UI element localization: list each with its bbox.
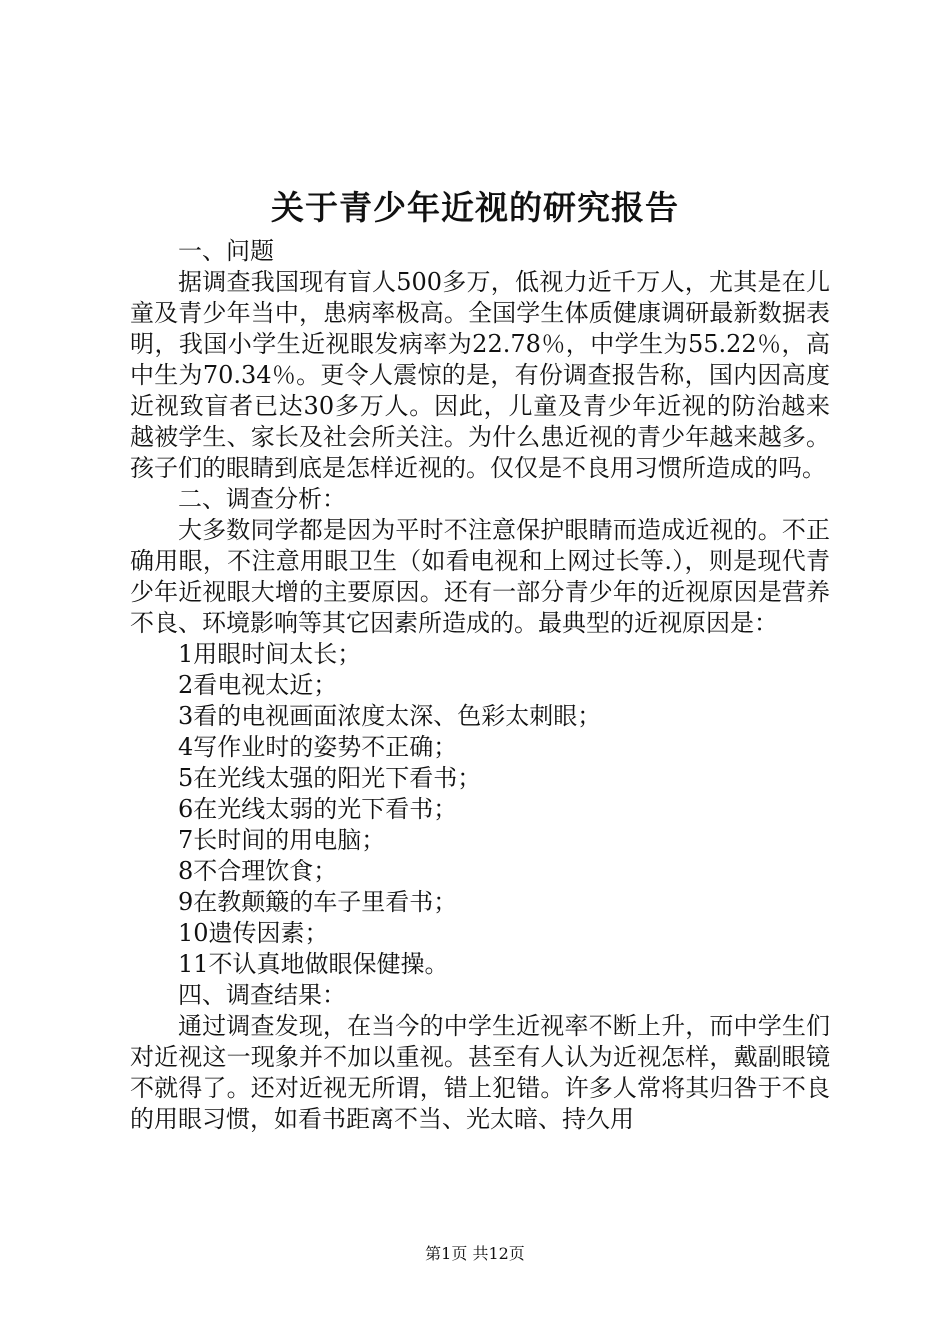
cause-item: 4写作业时的姿势不正确； — [178, 733, 458, 761]
cause-item: 6在光线太弱的光下看书； — [178, 795, 458, 823]
cause-item: 8不合理饮食； — [178, 857, 338, 885]
cause-item: 1用眼时间太长； — [178, 640, 362, 668]
document-title: 关于青少年近视的研究报告 — [271, 188, 679, 227]
cause-item: 5在光线太强的阳光下看书； — [178, 764, 482, 792]
paragraph-problem: 据调查我国现有盲人500多万，低视力近千万人，尤其是在儿童及青少年当中，患病率极高。全国学生体质健康调研最新数据表明，我国小学生近视眼发病率为22.78％，中学生为55.22％，高中生为70.34％。更令人震惊的是，有份调查报告称，国内因高度近视致盲者已达30多万人。因此，儿童及青少年近视的防治越来越被学生、家长及社会所关注。为什么患近视的青少年越来越多。孩子们的眼睛到底是怎样近视的。仅仅是不良用习惯所造成的吗。 — [130, 268, 830, 482]
paragraph-results: 通过调查发现，在当今的中学生近视率不断上升，而中学生们对近视这一现象并不加以重视。甚至有人认为近视怎样，戴副眼镜不就得了。还对近视无所谓，错上犯错。许多人常将其归咎于不良的用眼习惯，如看书距离不当、光太暗、持久用 — [130, 1012, 830, 1133]
section-heading-results: 四、调查结果： — [178, 981, 346, 1009]
section-heading-analysis: 二、调查分析： — [178, 485, 346, 513]
cause-item: 3看的电视画面浓度太深、色彩太刺眼； — [178, 702, 602, 730]
cause-item: 7长时间的用电脑； — [178, 826, 386, 854]
cause-item: 11不认真地做眼保健操。 — [178, 950, 449, 978]
document-body — [130, 236, 830, 1135]
cause-item: 9在教颠簸的车子里看书； — [178, 888, 458, 916]
paragraph-analysis: 大多数同学都是因为平时不注意保护眼睛而造成近视的。不正确用眼，不注意用眼卫生（如看电视和上网过长等.），则是现代青少年近视眼大增的主要原因。还有一部分青少年的近视原因是营养不良、环境影响等其它因素所造成的。最典型的近视原因是： — [130, 516, 830, 637]
page-footer: 第1页 共12页 — [425, 1244, 525, 1263]
section-heading-problem: 一、问题 — [178, 237, 274, 265]
cause-item: 10遗传因素； — [178, 919, 329, 947]
cause-item: 2看电视太近； — [178, 671, 338, 699]
